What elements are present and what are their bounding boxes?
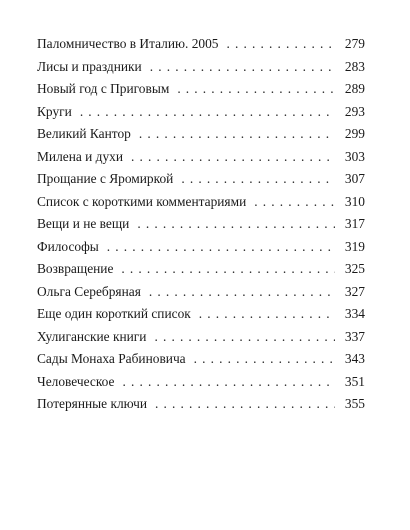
toc-entry	[37, 56, 365, 79]
dot-leader	[199, 303, 335, 326]
toc-entry-page: 283	[344, 58, 365, 74]
dot-leader	[154, 326, 335, 349]
toc-entry-title: Новый год с Приговым	[37, 81, 170, 96]
dot-leader	[149, 281, 335, 304]
dot-leader	[155, 393, 335, 416]
toc-entry-page: 355	[344, 396, 365, 411]
toc-entry	[37, 258, 365, 281]
toc-entry	[37, 123, 365, 146]
toc-entry-page: 317	[344, 216, 365, 231]
toc-entry	[37, 168, 365, 191]
toc-entry-page: 310	[344, 193, 365, 209]
toc-entry	[37, 303, 365, 326]
toc-entry-title: Круги	[37, 103, 72, 119]
dot-leader	[137, 213, 335, 236]
dot-leader	[194, 348, 335, 371]
toc-entry	[37, 326, 365, 349]
toc-entry-title: Паломничество в Италию. 2005	[37, 36, 219, 51]
toc-entry-page: 351	[344, 373, 365, 389]
toc-entry-page: 307	[344, 171, 365, 186]
dot-leader	[80, 101, 335, 124]
toc-entry-title: Великий Кантор	[37, 126, 131, 141]
toc-entry	[37, 236, 365, 259]
toc-entry-title: Хулиганские книги	[37, 328, 147, 344]
dot-leader	[177, 78, 335, 101]
dot-leader	[139, 123, 335, 146]
dot-leader	[227, 33, 336, 56]
toc-entry-title: Лисы и праздники	[37, 58, 142, 74]
toc-entry	[37, 33, 365, 56]
dot-leader	[122, 371, 335, 394]
toc-entry-page: 343	[344, 351, 365, 366]
toc-entry	[37, 371, 365, 394]
toc-entry	[37, 101, 365, 124]
toc-entry-title: Прощание с Яромиркой	[37, 171, 174, 186]
toc-entry-page: 293	[344, 103, 365, 119]
toc-entry-page: 319	[344, 238, 365, 254]
dot-leader	[121, 258, 335, 281]
toc-entry-page: 325	[344, 261, 365, 276]
toc-entry-title: Ольга Серебряная	[37, 283, 141, 299]
toc-entry-page: 299	[344, 126, 365, 141]
dot-leader	[107, 236, 335, 259]
toc-entry-title: Милена и духи	[37, 148, 124, 164]
toc-entry-title: Человеческое	[37, 373, 115, 389]
toc-entry	[37, 78, 365, 101]
toc-entry	[37, 348, 365, 371]
toc-entry-title: Вещи и не вещи	[37, 216, 130, 231]
toc-entry-page: 327	[344, 283, 365, 299]
toc-entry-title: Философы	[37, 238, 99, 254]
toc-entry-title: Потерянные ключи	[37, 396, 148, 411]
dot-leader	[181, 168, 335, 191]
dot-leader	[150, 56, 335, 79]
toc-entry-page: 289	[344, 81, 365, 96]
toc-entry-title: Сады Монаха Рабиновича	[37, 351, 186, 366]
toc-entry-title: Возвращение	[37, 261, 114, 276]
toc-entry	[37, 213, 365, 236]
toc-entry	[37, 146, 365, 169]
toc-entry-page: 279	[344, 36, 365, 51]
toc-entry-page: 303	[344, 148, 365, 164]
toc-entry-title: Список с короткими комментариями	[37, 193, 247, 209]
toc-entry-page: 337	[344, 328, 365, 344]
toc-entry-page: 334	[344, 306, 365, 321]
toc-entry	[37, 393, 365, 416]
toc-entry-title: Еще один короткий список	[37, 306, 191, 321]
toc-entry	[37, 191, 365, 214]
dot-leader	[254, 191, 335, 214]
toc-entry	[37, 281, 365, 304]
dot-leader	[131, 146, 335, 169]
table-of-contents	[37, 33, 365, 416]
